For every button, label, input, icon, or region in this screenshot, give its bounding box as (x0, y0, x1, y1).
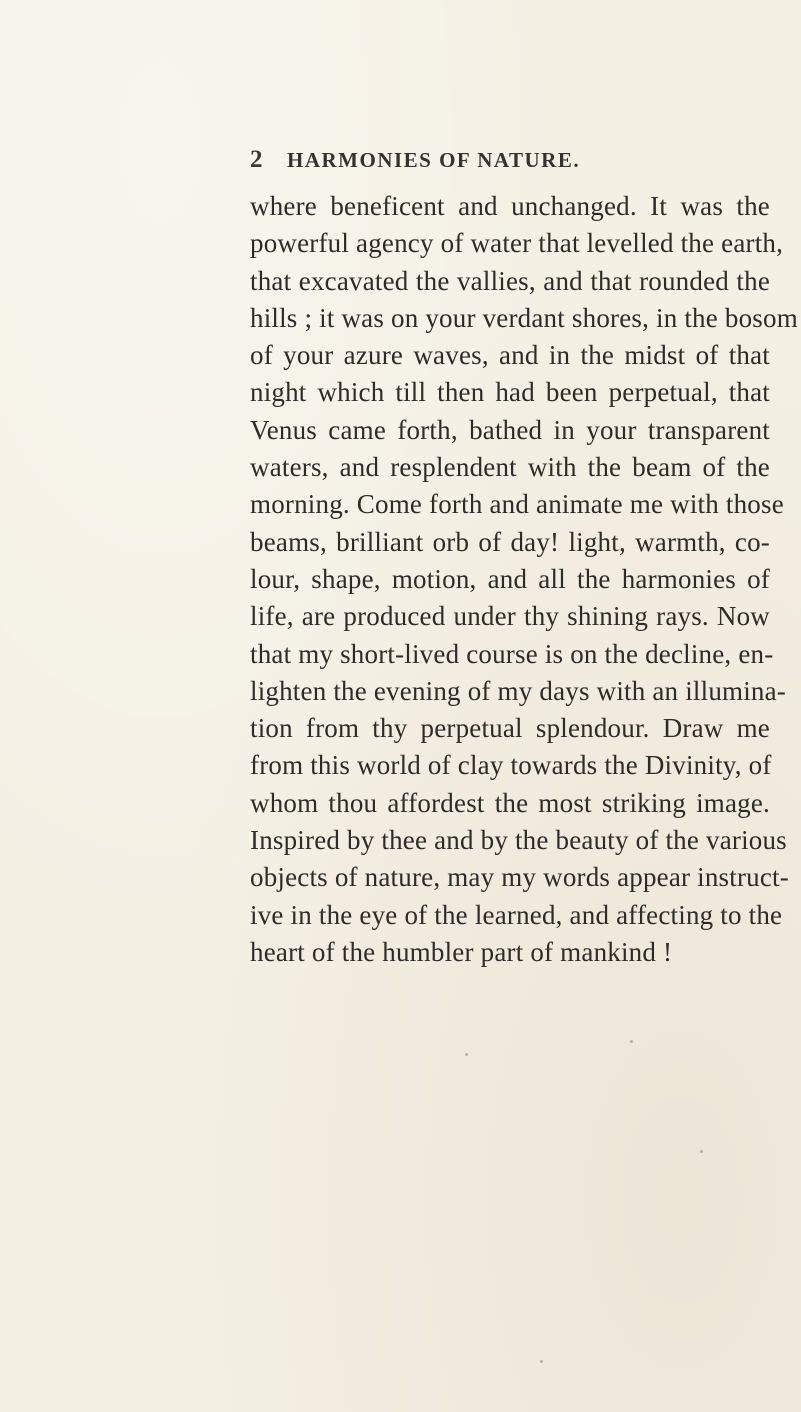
text-line: lour, shape, motion, and all the harmonies of (250, 563, 770, 594)
text-line: ive in the eye of the learned, and affecting to the (250, 899, 783, 930)
page-header (250, 145, 770, 175)
paper-speck (465, 1053, 468, 1056)
text-line: lighten the evening of my days with an illumina- (250, 675, 786, 706)
text-line: where beneficent and unchanged. It was the (250, 191, 770, 221)
text-line: from this world of clay towards the Divinity, of (250, 750, 772, 781)
text-line: hills ; it was on your verdant shores, in the bosom (250, 302, 798, 333)
paper-speck (700, 1150, 703, 1153)
paper-speck (630, 1040, 633, 1043)
text-line: beams, brilliant orb of day! light, warmth, co- (250, 526, 770, 557)
text-line: of your azure waves, and in the midst of that (250, 340, 770, 371)
text-line: heart of the humbler part of mankind ! (250, 936, 673, 967)
text-line: powerful agency of water that levelled the earth, (250, 228, 784, 259)
text-line: Inspired by thee and by the beauty of the various (250, 825, 787, 856)
text-line: objects of nature, may my words appear instruct- (250, 862, 789, 893)
text-line: Venus came forth, bathed in your transparent (250, 414, 770, 445)
text-line: whom thou affordest the most striking image. (250, 787, 770, 818)
text-line: life, are produced under thy shining rays. Now (250, 601, 770, 632)
running-head: HARMONIES OF NATURE. (287, 148, 581, 172)
text-line: that my short-lived course is on the decline, en- (250, 638, 774, 669)
page-number: 2 (250, 146, 263, 173)
paper-speck (540, 1360, 543, 1363)
text-line: morning. Come forth and animate me with those (250, 489, 784, 520)
text-line: tion from thy perpetual splendour. Draw me (250, 713, 770, 744)
text-line: night which till then had been perpetual, that (250, 377, 770, 408)
text-line: that excavated the vallies, and that rounded the (250, 265, 770, 296)
text-line: waters, and resplendent with the beam of the (250, 452, 770, 483)
body-text (250, 188, 798, 971)
